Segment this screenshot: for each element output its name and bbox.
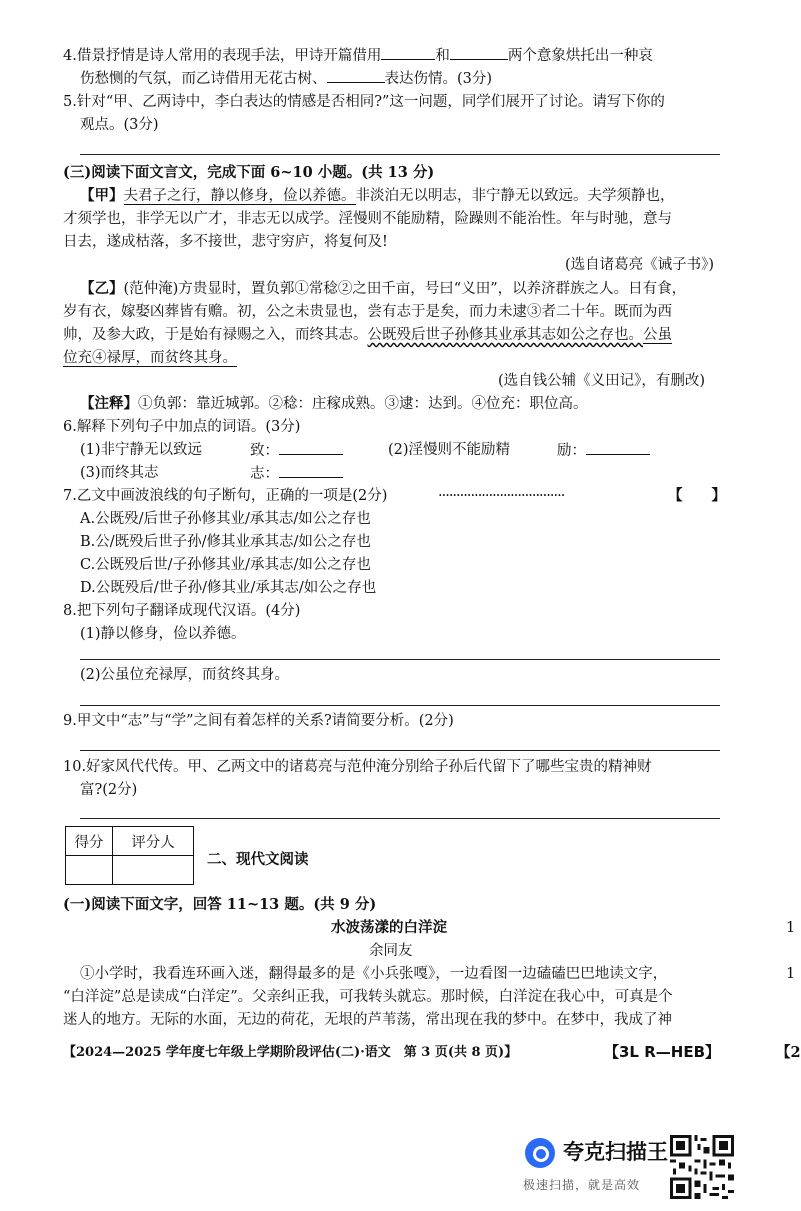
- answer-line[interactable]: [80, 154, 720, 155]
- answer-bracket[interactable]: 【 】: [668, 487, 726, 504]
- question-8-stem: 8.把下列句子翻译成现代汉语。(4分): [63, 603, 301, 619]
- passage-jia-source: (选自诸葛亮《诫子书》): [565, 257, 715, 273]
- answer-blank[interactable]: [279, 463, 343, 478]
- part-2-heading: 二、现代文阅读: [207, 851, 309, 868]
- question-10-line-2: 富?(2分): [80, 782, 138, 798]
- question-5-line-1: 5.针对“甲、乙两诗中，李白表达的情感是否相同?”这一问题，同学们展开了讨论。请写下你的: [63, 94, 665, 110]
- question-4-line-2: 伤愁恻的气氛，而乙诗借用无花古树、 表达伤情。(3分): [80, 68, 492, 89]
- answer-blank[interactable]: [381, 45, 435, 60]
- article-paragraph-1-line-2: “白洋淀”总是读成“白洋定”。父亲纠正我，可我转头就忘。那时候，白洋淀在我心中，可真是个: [63, 989, 673, 1005]
- article-paragraph-1-line-3: 迷人的地方。无际的水面，无边的荷花，无垠的芦苇荡，常出现在我的梦中。在梦中，我成了神: [63, 1012, 672, 1028]
- margin-mark: 1: [786, 966, 796, 982]
- article-paragraph-1-line-1: ①小学时，我看连环画入迷，翻得最多的是《小兵张嘎》，一边看图一边磕磕巴巴地读文字，: [80, 966, 668, 982]
- passage-yi-line-4: 位充④禄厚，而贫终其身。: [63, 350, 237, 366]
- brand-name: 夸克扫描王: [563, 1140, 668, 1164]
- margin-mark: 1: [786, 920, 796, 936]
- page-footer: 【2024—2025 学年度七年级上学期阶段评估(二)·语文 第 3 页(共 8 页)】: [63, 1045, 518, 1060]
- answer-blank[interactable]: [279, 440, 343, 455]
- section-3-heading: (三)阅读下面文言文，完成下面 6~10 小题。(共 13 分): [63, 164, 435, 181]
- answer-line[interactable]: [80, 659, 720, 660]
- passage-yi-line-2: 岁有衣，嫁娶凶葬皆有赡。初，公之未贵显也，尝有志于是矣，而力未逮③者二十年。既而为西: [63, 304, 672, 320]
- score-table: [65, 826, 194, 885]
- passage-jia-line-3: 日去，遂成枯落，多不接世，悲守穷庐，将复何及!: [63, 234, 388, 250]
- question-8-sentence-2: (2)公虽位充禄厚，而贫终其身。: [80, 667, 290, 683]
- article-author: 余同友: [369, 943, 413, 959]
- question-9: 9.甲文中“志”与“学”之间有着怎样的关系?请简要分析。(2分): [63, 713, 454, 729]
- score-cell[interactable]: [66, 856, 113, 885]
- option-a[interactable]: A.公既殁/后世子孙修其业/承其志/如公之存也: [80, 511, 371, 527]
- quark-logo-icon: [525, 1138, 555, 1168]
- question-6-item-3: (3)而终其志: [80, 465, 159, 481]
- section-1-heading: (一)阅读下面文字，回答 11~13 题。(共 9 分): [63, 896, 377, 913]
- answer-line[interactable]: [80, 818, 720, 819]
- question-5-line-2: 观点。(3分): [80, 117, 159, 133]
- wavy-underlined-sentence: 公既殁后世子孙修其业承其志如公之存也。: [367, 327, 643, 343]
- answer-blank[interactable]: [327, 68, 385, 83]
- passage-jia-line-2: 才须学也，非学无以广才，非志无以成学。淫慢则不能励精，险躁则不能治性。年与时驰，意与: [63, 211, 672, 227]
- passage-jia-line-1: 【甲】夫君子之行，静以修身，俭以养德。非淡泊无以明志，非宁静无以致远。夫学须静也，: [80, 187, 675, 204]
- qr-code-icon: [670, 1135, 734, 1199]
- option-c[interactable]: C.公既殁后世/子孙修其业/承其志/如公之存也: [80, 557, 371, 573]
- question-6-item-3-answer: 志：: [250, 463, 343, 484]
- question-6-stem: 6.解释下列句子中加点的词语。(3分): [63, 419, 301, 435]
- paper-code: 【3L R—HEB】: [604, 1043, 721, 1061]
- passage-yi-source: (选自钱公辅《义田记》，有删改): [498, 373, 706, 389]
- margin-mark: 【2: [776, 1044, 801, 1061]
- brand-slogan: 极速扫描，就是高效: [523, 1178, 641, 1192]
- answer-blank[interactable]: [450, 45, 508, 60]
- answer-blank[interactable]: [586, 440, 650, 455]
- question-6-item-2: (2)淫慢则不能励精: [388, 442, 511, 458]
- answer-line[interactable]: [80, 705, 720, 706]
- question-6-item-1: (1)非宁静无以致远: [80, 442, 203, 458]
- score-header: 得分: [66, 827, 113, 856]
- question-4-line-1: 4.借景抒情是诗人常用的表现手法，甲诗开篇借用 和 两个意象烘托出一种哀: [63, 45, 653, 66]
- answer-line[interactable]: [80, 750, 720, 751]
- notes: 【注释】①负郭：靠近城郭。②稔：庄稼成熟。③逮：达到。④位充：职位高。: [80, 395, 588, 412]
- grader-header: 评分人: [113, 827, 194, 856]
- question-10-line-1: 10.好家风代代传。甲、乙两文中的诸葛亮与范仲淹分别给子孙后代留下了哪些宝贵的精神财: [63, 759, 652, 775]
- option-b[interactable]: B.公/既殁后世子孙/修其业承其志/如公之存也: [80, 534, 371, 550]
- passage-yi-line-3: 帅，及参大政，于是始有禄赐之入，而终其志。公既殁后世子孙修其业承其志如公之存也。公虽: [63, 327, 672, 343]
- article-title: 水波荡漾的白洋淀: [331, 919, 447, 936]
- grader-cell[interactable]: [113, 856, 194, 885]
- question-8-sentence-1: (1)静以修身，俭以养德。: [80, 626, 246, 642]
- option-d[interactable]: D.公既殁后/世子孙/修其业/承其志/如公之存也: [80, 580, 377, 596]
- passage-yi-line-1: 【乙】(范仲淹)方贵显时，置负郭①常稔②之田千亩，号曰“义田”，以养济群族之人。日有食，: [80, 280, 687, 297]
- leader-dots: ···································: [438, 488, 565, 504]
- question-7-stem: 7.乙文中画波浪线的句子断句，正确的一项是(2分): [63, 488, 388, 504]
- question-6-item-2-answer: 励：: [557, 440, 650, 461]
- question-6-item-1-answer: 致：: [250, 440, 343, 461]
